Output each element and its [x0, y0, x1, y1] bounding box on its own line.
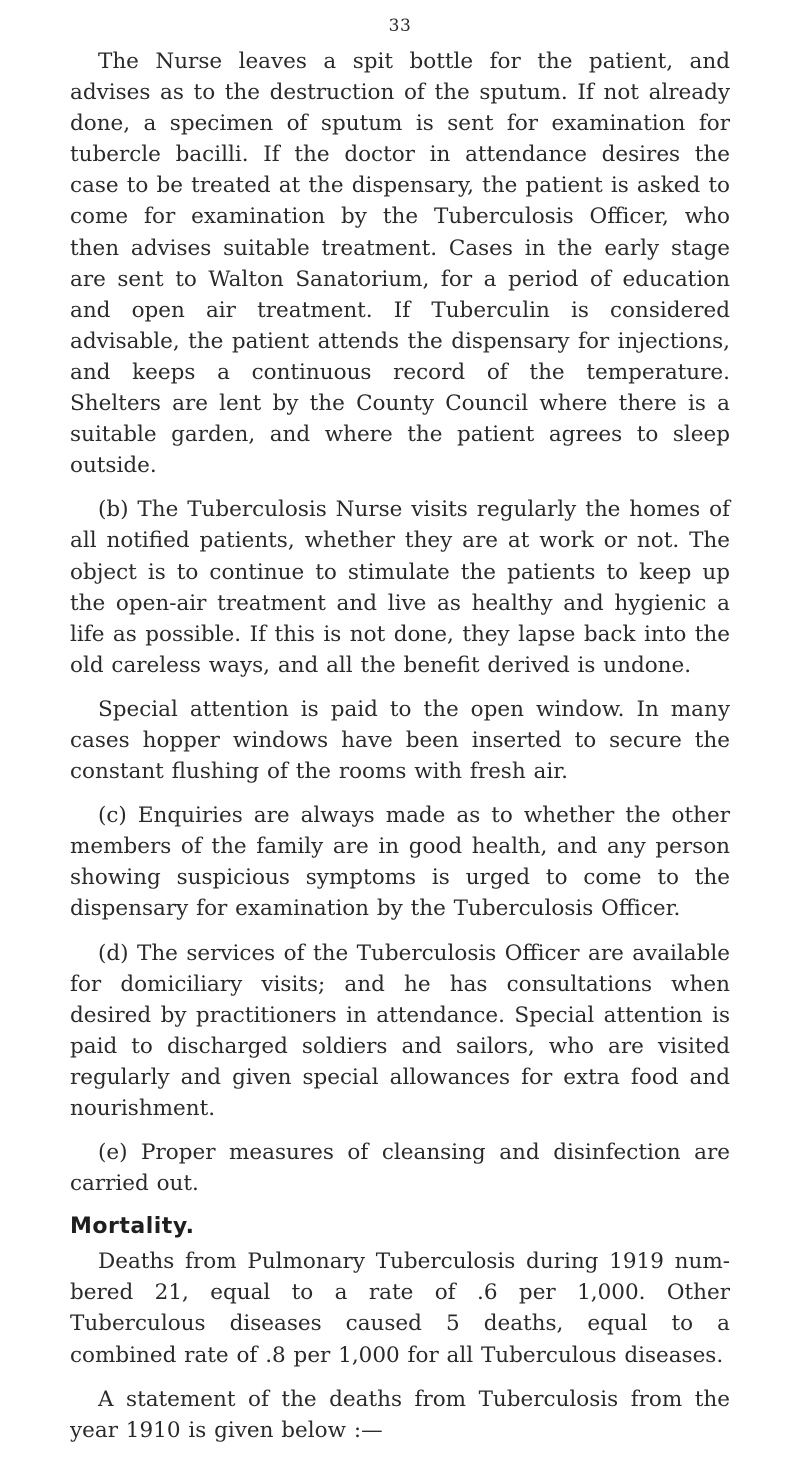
- paragraph-mortality-statement: A statement of the deaths from Tuberculosis from the year 1910 is given below :—: [70, 1386, 730, 1443]
- paragraph-nurse-spit-bottle: The Nurse leaves a spit bottle for the patient, and advises as to the destruction of the sputum. If not already done, a specimen of sputum is sent for examination for tubercle bacilli. If the doctor in attendance desires the case to be treated at the dispensary, the patient is asked to come for examination by the Tuberculosis Officer, who then advises suitable treatment. Cases in the early stage are sent to Walton Sanatorium, for a period of education and open air treatment. If Tuberculin is considered advisable, the patient attends the dispensary for injections, and keeps a continuous record of the temperature. Shelters are lent by the County Council where there is a suitable garden, and where the patient agrees to sleep outside.: [70, 49, 730, 479]
- section-heading-mortality: Mortality.: [70, 1214, 195, 1240]
- paragraph-d-officer-services: (d) The services of the Tuberculosis Officer are available for domiciliary visits; and he has consultations when desired by practitioners in attendance. Special attention is paid to discharged soldiers and sailors, who are visited regularly and given special allowances for extra food and nourishment.: [70, 940, 730, 1121]
- paragraph-b-nurse-visits: (b) The Tuberculosis Nurse visits regularly the homes of all notified patients, whether they are at work or not. The object is to continue to stimulate the patients to keep up the open-air treatment and live as healthy and hygienic a life as possible. If this is not done, they lapse back into the old careless ways, and all the benefit derived is undone.: [70, 497, 730, 678]
- page-body: [70, 46, 730, 1459]
- paragraph-e-cleansing: (e) Proper measures of cleansing and disinfection are carried out.: [70, 1140, 730, 1197]
- page-number: 33: [388, 16, 412, 36]
- paragraph-c-enquiries: (c) Enquiries are always made as to whether the other members of the family are in good health, and any person showing suspicious symptoms is urged to come to the dispensary for examination by the Tuberculosis Officer.: [70, 803, 730, 922]
- paragraph-mortality-deaths: Deaths from Pulmonary Tuberculosis during 1919 numbered 21, equal to a rate of .6 per 1,000. Other Tuberculous diseases caused 5 deaths, equal to a combined rate of .8 per 1,000 for all Tuberculous diseases.: [70, 1249, 730, 1368]
- paragraph-open-window: Special attention is paid to the open window. In many cases hopper windows have been inserted to secure the constant flushing of the rooms with fresh air.: [70, 696, 730, 785]
